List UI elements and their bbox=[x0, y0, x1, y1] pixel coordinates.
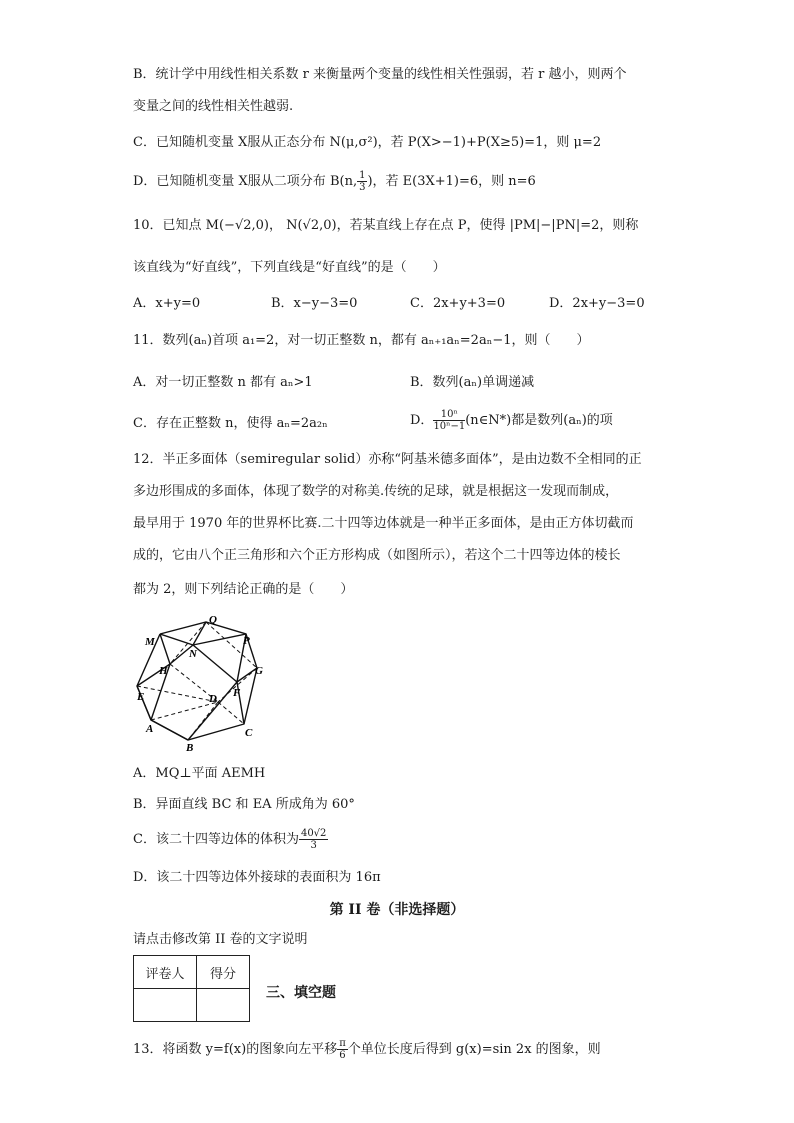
q9-option-d bbox=[133, 170, 536, 193]
q11-option-d-post: (n∈N*)都是数列(aₙ)的项 bbox=[465, 413, 613, 428]
vertex-label-e: E bbox=[137, 691, 145, 703]
q10-option-b: B．x−y−3=0 bbox=[271, 296, 358, 311]
q12-stem-line3: 最早用于 1970 年的世界杯比赛.二十四等边体就是一种半正多面体，是由正方体切截而 bbox=[133, 516, 634, 531]
vertex-label-d: D bbox=[209, 693, 217, 705]
polyhedron-figure bbox=[133, 612, 273, 752]
vertex-label-a: A bbox=[146, 723, 154, 735]
q11-option-d-fraction bbox=[433, 409, 465, 432]
vertex-label-b: B bbox=[186, 742, 194, 752]
q12-stem-line1: 12．半正多面体（semiregular solid）亦称“阿基米德多面体”，是由边数不全相同的正 bbox=[133, 452, 642, 467]
vertex-label-n: N bbox=[189, 648, 197, 660]
q13-denominator: 6 bbox=[339, 1050, 346, 1061]
q13-numerator: π bbox=[339, 1038, 346, 1049]
q12-option-d: D．该二十四等边体外接球的表面积为 16π bbox=[133, 870, 381, 885]
q10-stem-line2: 该直线为“好直线”，下列直线是“好直线”的是（ ） bbox=[133, 260, 446, 275]
q11-option-a: A．对一切正整数 n 都有 aₙ>1 bbox=[133, 375, 313, 390]
q11-option-d-pre: D． bbox=[410, 413, 434, 428]
q9-option-b-line1: B．统计学中用线性相关系数 r 来衡量两个变量的线性相关性强弱，若 r 越小，则两个 bbox=[133, 67, 627, 82]
vertex-label-c: C bbox=[245, 727, 253, 739]
q9-option-d-post: )，若 E(3X+1)=6，则 n=6 bbox=[367, 174, 536, 189]
q12-stem-line2: 多边形围成的多面体，体现了数学的对称美.传统的足球，就是根据这一发现而制成， bbox=[133, 484, 619, 499]
vertex-label-h: H bbox=[159, 665, 168, 677]
vertex-label-q: Q bbox=[209, 614, 217, 626]
q9-option-c: C．已知随机变量 X服从正态分布 N(μ,σ²)，若 P(X>−1)+P(X≥5)=1，则 μ=2 bbox=[133, 135, 602, 150]
vertex-label-g: G bbox=[255, 665, 263, 677]
q12-option-a: A．MQ⊥平面 AEMH bbox=[133, 766, 266, 781]
q11-option-d-numerator: 10ⁿ bbox=[433, 409, 465, 421]
q12-option-c bbox=[133, 828, 328, 851]
grader-score-table bbox=[133, 955, 250, 1022]
q12-option-c-denominator: 3 bbox=[310, 840, 317, 851]
grader-header: 评卷人 bbox=[134, 956, 197, 989]
score-header: 得分 bbox=[197, 956, 250, 989]
vertex-label-f: F bbox=[233, 687, 241, 699]
q12-option-c-pre: C．该二十四等边体的体积为 bbox=[133, 832, 299, 847]
q9-option-b-line2: 变量之间的线性相关性越弱. bbox=[133, 99, 294, 114]
q13-stem bbox=[133, 1038, 601, 1061]
vertex-label-p: P bbox=[243, 635, 250, 647]
q13-fraction bbox=[337, 1038, 348, 1061]
q10-option-c: C．2x+y+3=0 bbox=[410, 296, 506, 311]
part2-title: 第 II 卷（非选择题） bbox=[329, 902, 465, 918]
q9-option-d-pre: D．已知随机变量 X服从二项分布 B(n, bbox=[133, 174, 358, 189]
q12-stem-line4: 成的，它由八个正三角形和六个正方形构成（如图所示），若这个二十四等边体的棱长 bbox=[133, 548, 621, 563]
q12-stem-line5: 都为 2，则下列结论正确的是（ ） bbox=[133, 582, 354, 597]
score-cell[interactable] bbox=[197, 989, 250, 1022]
q11-option-d-denominator: 10ⁿ−1 bbox=[433, 421, 466, 432]
q13-post: 个单位长度后得到 g(x)=sin 2x 的图象，则 bbox=[347, 1042, 601, 1057]
part2-note: 请点击修改第 II 卷的文字说明 bbox=[133, 932, 308, 947]
q12-option-b: B．异面直线 BC 和 EA 所成角为 60° bbox=[133, 797, 355, 812]
q10-stem-line1: 10．已知点 M(−√2,0)， N(√2,0)，若某直线上存在点 P，使得 |PM|−|PN|=2，则称 bbox=[133, 218, 639, 233]
q11-option-c: C．存在正整数 n，使得 aₙ=2a₂ₙ bbox=[133, 416, 328, 431]
vertex-label-m: M bbox=[145, 636, 155, 648]
grader-cell[interactable] bbox=[134, 989, 197, 1022]
q10-option-d: D．2x+y−3=0 bbox=[549, 296, 645, 311]
q12-option-c-fraction bbox=[299, 828, 328, 851]
q9-option-d-denominator: 3 bbox=[359, 182, 366, 193]
q13-pre: 13．将函数 y=f(x)的图象向左平移 bbox=[133, 1042, 338, 1057]
q12-option-c-numerator: 40√2 bbox=[300, 828, 327, 839]
q11-option-b: B．数列(aₙ)单调递减 bbox=[410, 375, 535, 390]
q11-stem: 11．数列(aₙ)首项 a₁=2，对一切正整数 n，都有 aₙ₊₁aₙ=2aₙ−1，则（ ） bbox=[133, 333, 590, 348]
q9-option-d-fraction bbox=[357, 170, 367, 193]
q9-option-d-numerator: 1 bbox=[359, 170, 366, 181]
section-heading: 三、填空题 bbox=[266, 985, 336, 1001]
q10-option-a: A．x+y=0 bbox=[133, 296, 201, 311]
q11-option-d bbox=[410, 409, 613, 432]
